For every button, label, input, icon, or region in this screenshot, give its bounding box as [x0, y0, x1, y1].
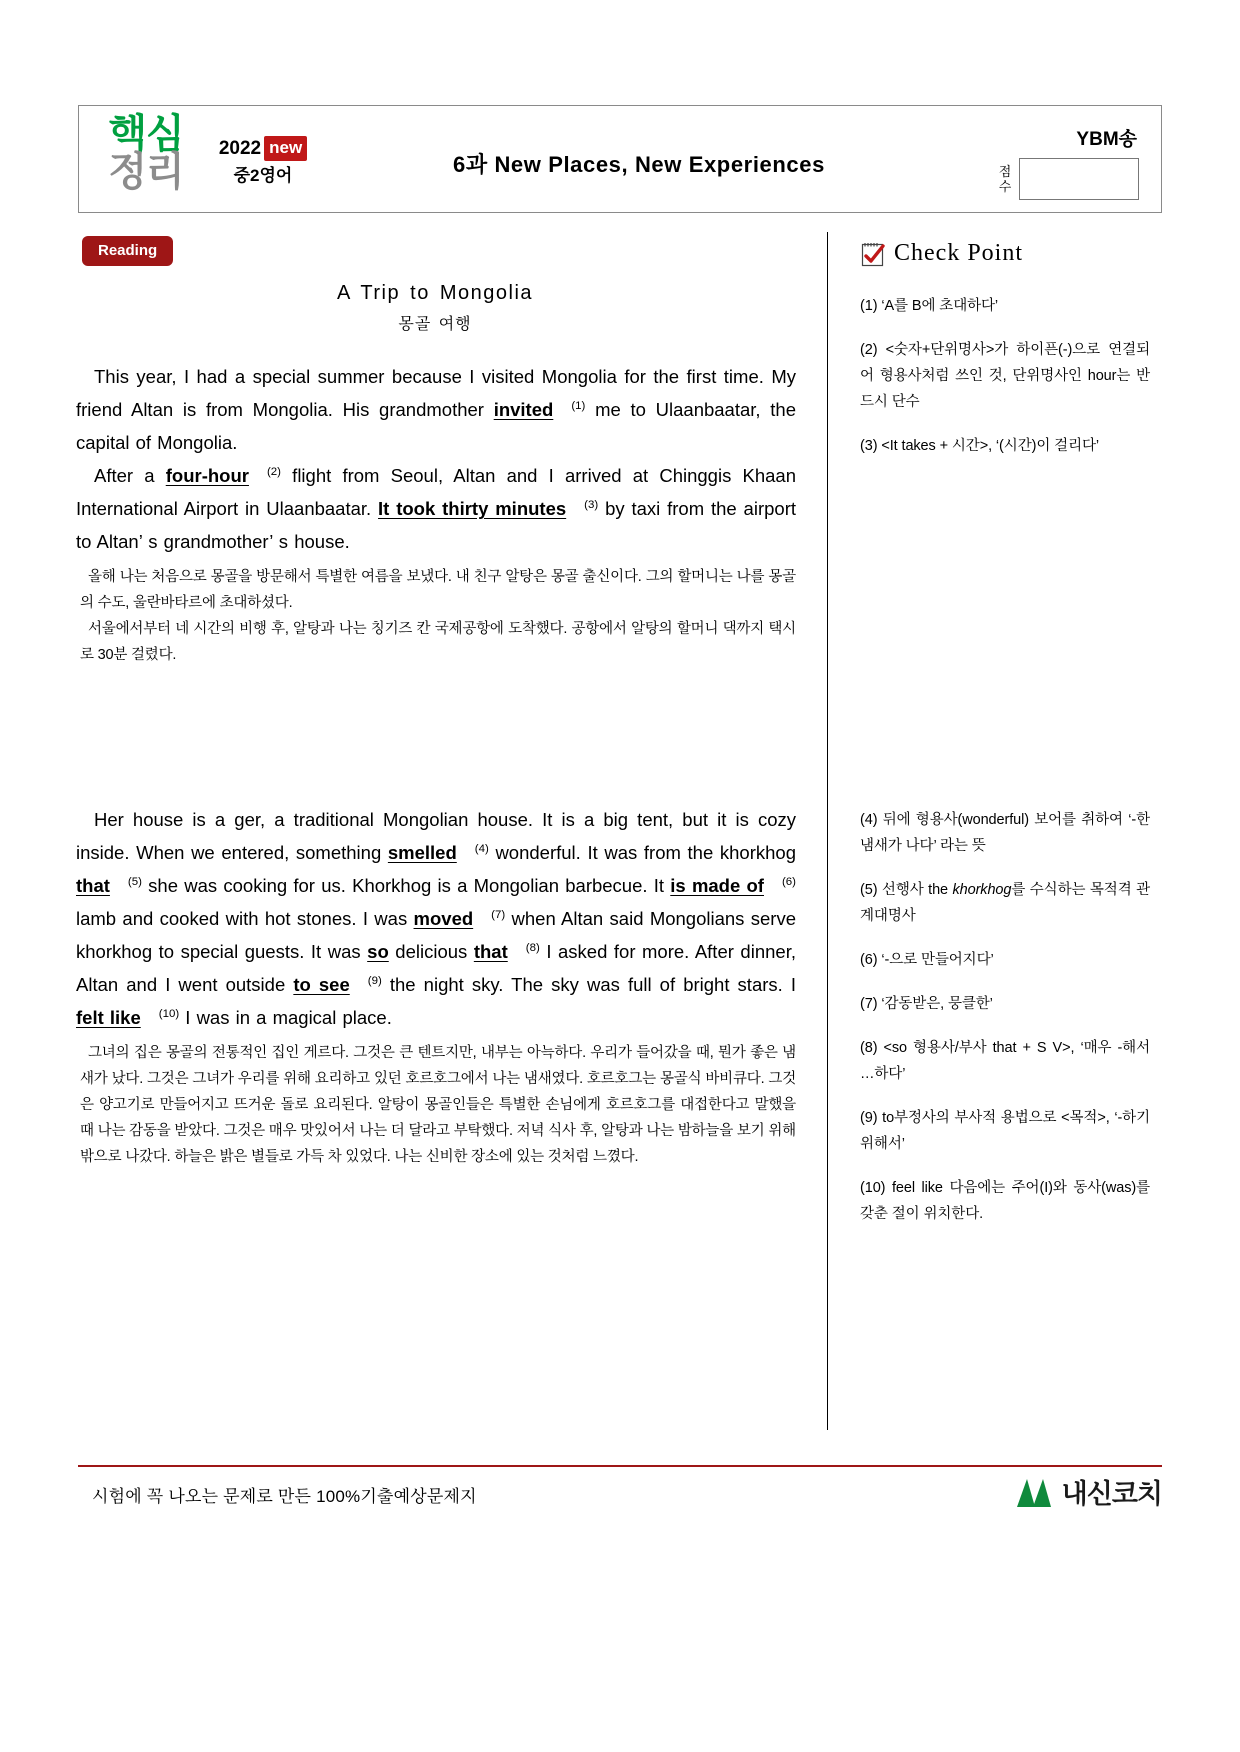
- edition-block: [203, 136, 323, 189]
- passage-ko-1: [80, 564, 796, 668]
- checkpoint-column: [848, 236, 1166, 1245]
- passage-block-1: [60, 360, 810, 668]
- edition-year-line: [203, 136, 323, 161]
- checkpoint-item-number: (5): [860, 882, 882, 898]
- keyword-underline: moved: [413, 908, 474, 929]
- passage-block-2: [60, 803, 810, 1170]
- footer-divider: [78, 1465, 1162, 1467]
- passage-paragraph: This year, I had a special summer because I visited Mongolia for the first time. My friend Altan is from Mongolia. His grandmother invited $^{(1)}$ me to Ulaanbaatar, the capital of Mongolia.: [76, 366, 796, 453]
- checkpoint-title: Check Point: [894, 240, 1023, 266]
- new-badge: new: [264, 136, 307, 161]
- checkpoint-list-bottom: [860, 807, 1150, 1227]
- mountain-logo-icon: [1014, 1475, 1054, 1509]
- header-box: [78, 105, 1162, 213]
- score-input-box[interactable]: [1019, 158, 1139, 200]
- reading-title-en: A Trip to Mongolia: [336, 282, 534, 304]
- checkpoint-item-number: (9): [860, 1110, 883, 1126]
- checkpoint-item-number: (6): [860, 952, 882, 968]
- checkpoint-item: [860, 433, 1150, 459]
- checkpoint-item-number: (8): [860, 1040, 884, 1056]
- checkpoint-item-number: (1): [860, 298, 882, 314]
- checkpoint-item-text: ‘감동받은, 뭉클한’: [881, 996, 993, 1012]
- checkpoint-item-text: <It takes + 시간>, ‘(시간)이 걸리다’: [881, 438, 1100, 454]
- checkpoint-item-number: (10): [860, 1180, 892, 1196]
- brand-logo: [87, 112, 205, 208]
- keyword-underline: felt like: [76, 1007, 141, 1028]
- checkpoint-item-text: <so 형용사/부사 that + S V>, ‘매우 -해서 …하다’: [860, 1040, 1150, 1082]
- checkpoint-item-text: 뒤에 형용사(wonderful) 보어를 취하여 ‘-한 냄새가 나다’ 라는 뜻: [860, 812, 1150, 854]
- keyword-underline: to see: [293, 974, 350, 995]
- footer-brand-name: 내신코치: [1061, 1479, 1162, 1509]
- checkpoint-item: [860, 991, 1150, 1017]
- checkpoint-item-number: (4): [860, 812, 883, 828]
- keyword-underline: that: [473, 941, 508, 962]
- column-divider: [827, 232, 828, 1430]
- checkpoint-item: [860, 293, 1150, 319]
- reading-badge: Reading: [82, 236, 173, 266]
- checkpoint-list-top: [860, 293, 1150, 459]
- keyword-underline: smelled: [387, 842, 457, 863]
- keyword-underline: invited: [493, 399, 554, 420]
- checkpoint-item: [860, 337, 1150, 415]
- layout-spacer: [60, 668, 810, 803]
- reading-title-ko: 몽골 여행: [398, 316, 472, 333]
- footer-logo: [1014, 1472, 1162, 1511]
- checkpoint-item: [860, 807, 1150, 859]
- keyword-underline: that: [76, 875, 110, 896]
- checkpoint-item: [860, 1175, 1150, 1227]
- logo-text-bottom: 정리: [108, 149, 184, 195]
- checkpoint-header: [860, 240, 1166, 267]
- checkpoint-item: (5) 선행사 the khorkhog를 수식하는 목적격 관계대명사: [860, 882, 1151, 924]
- passage-paragraph: Her house is a ger, a traditional Mongolian house. It is a big tent, but it is cozy inside. When we entered, something smelled $^{(4)}$ wonderful. It was from the khorkhog that $^{(5)}$ she was cooking for us. Khorkhog is a Mongolian barbecue. It is made of $^{(6)}$ lamb and cooked with hot stones. I was moved $^{(7)}$ when Altan said Mongolians serve khorkhog to special guests. It was so delicious that $^{(8)}$ I asked for more. After dinner, Altan and I went outside to see $^{(9)}$ the night sky. The sky was full of bright stars. I felt like $^{(10)}$ I was in a magical place.: [76, 809, 797, 1028]
- passage-ko-2: [80, 1040, 796, 1170]
- checkpoint-item-number: (3): [860, 438, 882, 454]
- checkpoint-italic-term: khorkhog: [952, 882, 1012, 898]
- score-label: 점수: [998, 164, 1012, 194]
- checkpoint-item-text: to부정사의 부사적 용법으로 <목적>, ‘-하기 위해서’: [860, 1110, 1150, 1152]
- checkpoint-item-text: ‘-으로 만들어지다’: [881, 952, 994, 968]
- checkpoint-item: [860, 947, 1150, 973]
- page-title: 6과 New Places, New Experiences: [453, 152, 825, 177]
- keyword-underline: so: [367, 941, 389, 962]
- edition-year: 2022: [218, 138, 262, 159]
- checkpoint-item: [860, 1105, 1150, 1157]
- keyword-underline: four-hour: [165, 465, 249, 486]
- logo-text-top: 핵심: [108, 111, 184, 157]
- passage-paragraph: After a four-hour $^{(2)}$ flight from Seoul, Altan and I arrived at Chinggis Khaan International Airport in Ulaanbaatar. It took thirty minutes $^{(3)}$ by taxi from the airport to Altan’ s grandmother’ s house.: [76, 465, 796, 552]
- notepad-check-icon: [860, 241, 886, 267]
- checkpoint-item-text: <숫자+단위명사>가 하이픈(-)으로 연결되어 형용사처럼 쓰인 것, 단위명사인 hour는 반드시 단수: [860, 342, 1150, 410]
- checkpoint-item-number: (7): [860, 996, 882, 1012]
- translation-paragraph: 서울에서부터 네 시간의 비행 후, 알탕과 나는 칭기즈 칸 국제공항에 도착했다. 공항에서 알탕의 할머니 댁까지 택시로 30분 걸렸다.: [80, 621, 796, 663]
- footer-tagline: 시험에 꼭 나오는 문제로 만든 100%기출예상문제지: [92, 1487, 477, 1506]
- passage-en-2: [76, 803, 796, 1034]
- translation-paragraph: 그녀의 집은 몽골의 전통적인 집인 게르다. 그것은 큰 텐트지만, 내부는 아늑하다. 우리가 들어갔을 때, 뭔가 좋은 냄새가 났다. 그것은 그녀가 우리를 위해 요리하고 있던 호르호그에서 나는 냄새였다. 호르호그는 몽골식 바비큐다. 그것은 양고기로 만들어지고 뜨거운 돌로 요리된다. 알탕이 몽골인들은 특별한 손님에게 호르호그를 대접한다고 말했을 때 나는 감동을 받았다. 그것은 매우 맛있어서 나는 더 달라고 부탁했다. 저녁 식사 후, 알탕과 나는 밤하늘을 보기 위해 밖으로 나갔다. 하늘은 밝은 별들로 가득 차 있었다. 나는 신비한 장소에 있는 것처럼 느꼈다.: [80, 1045, 796, 1165]
- checkpoint-item-text: ‘A를 B에 초대하다’: [881, 298, 999, 314]
- publisher-label: YBM송: [1076, 129, 1137, 150]
- keyword-underline: is made of: [670, 875, 764, 896]
- translation-paragraph: 올해 나는 처음으로 몽골을 방문해서 특별한 여름을 보냈다. 내 친구 알탕은 몽골 출신이다. 그의 할머니는 나를 몽골의 수도, 울란바타르에 초대하셨다.: [80, 569, 796, 611]
- reading-column: [60, 236, 810, 1170]
- passage-en-1: [76, 360, 796, 558]
- keyword-underline: It took thirty minutes: [378, 498, 567, 519]
- grade-label: 중2영어: [233, 166, 293, 185]
- score-area: [997, 158, 1139, 200]
- checkpoint-item-text: feel like 다음에는 주어(I)와 동사(was)를 갖춘 절이 위치한다.: [860, 1180, 1150, 1222]
- checkpoint-item: [860, 1035, 1150, 1087]
- checkpoint-item-number: (2): [860, 342, 886, 358]
